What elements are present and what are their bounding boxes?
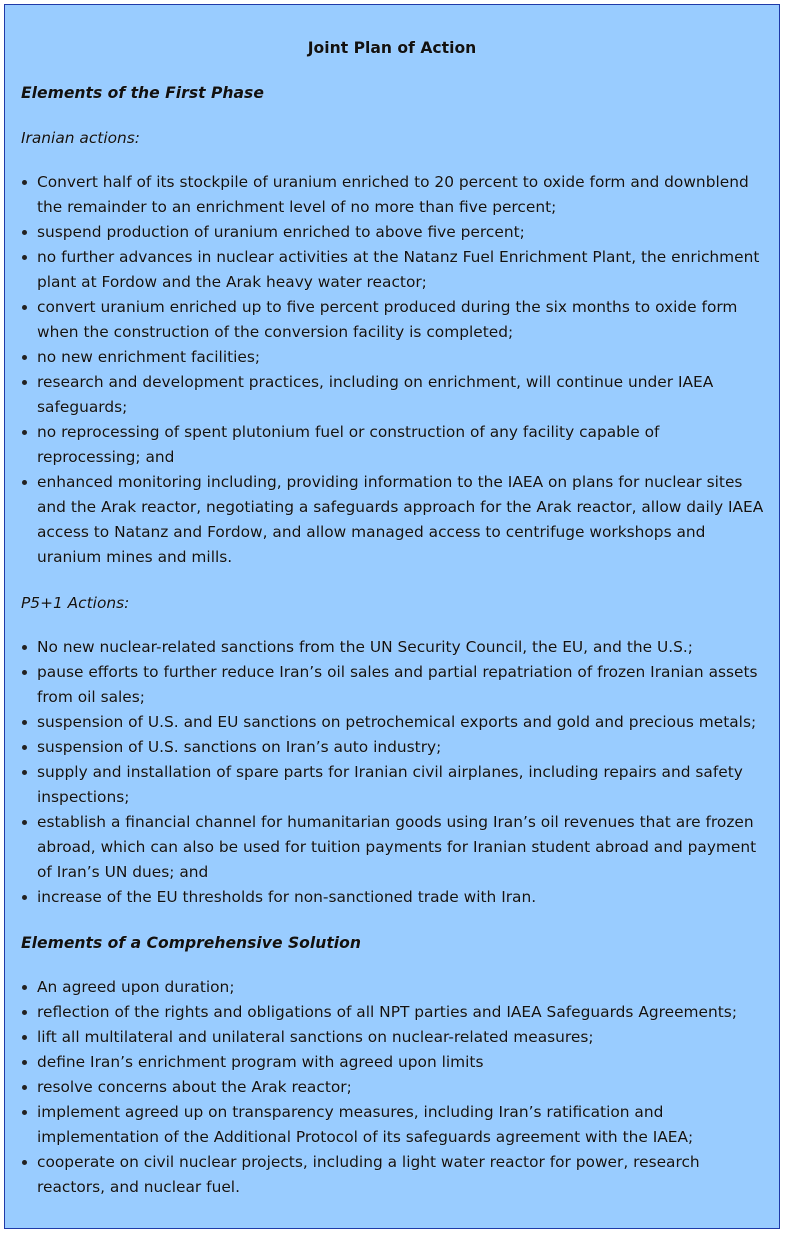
comprehensive-solution-heading: Elements of a Comprehensive Solution [21,934,361,952]
list-item: convert uranium enriched up to five percent produced during the six months to oxide form when the construction of the conversion facility is completed; [5,295,765,345]
first-phase-heading: Elements of the First Phase [21,84,264,102]
list-item: increase of the EU thresholds for non-sanctioned trade with Iran. [5,885,765,910]
list-item: establish a financial channel for humanitarian goods using Iran’s oil revenues that are frozen abroad, which can also be used for tuition payments for Iranian student abroad and payment of Iran’s UN dues; and [5,810,765,885]
list-item: suspension of U.S. and EU sanctions on petrochemical exports and gold and precious metals; [5,710,765,735]
list-item: Convert half of its stockpile of uranium enriched to 20 percent to oxide form and downblend the remainder to an enrichment level of no more than five percent; [5,170,765,220]
list-item: define Iran’s enrichment program with agreed upon limits [5,1050,765,1075]
list-item: enhanced monitoring including, providing information to the IAEA on plans for nuclear sites and the Arak reactor, negotiating a safeguards approach for the Arak reactor, allow daily IAEA access to Natanz and Fordow, and allow managed access to centrifuge workshops and uranium mines and mills. [5,470,765,570]
list-item: suspension of U.S. sanctions on Iran’s auto industry; [5,735,765,760]
p5-actions-list [5,635,765,910]
list-item: no further advances in nuclear activities at the Natanz Fuel Enrichment Plant, the enrichment plant at Fordow and the Arak heavy water reactor; [5,245,765,295]
list-item: pause efforts to further reduce Iran’s oil sales and partial repatriation of frozen Iranian assets from oil sales; [5,660,765,710]
list-item: resolve concerns about the Arak reactor; [5,1075,765,1100]
list-item: cooperate on civil nuclear projects, including a light water reactor for power, research reactors, and nuclear fuel. [5,1150,765,1200]
p5-actions-label: P5+1 Actions: [21,594,130,612]
list-item: no new enrichment facilities; [5,345,765,370]
joint-plan-box [4,4,780,1229]
list-item: No new nuclear-related sanctions from the UN Security Council, the EU, and the U.S.; [5,635,765,660]
comprehensive-solution-list [5,975,765,1200]
iranian-actions-label: Iranian actions: [21,129,140,147]
list-item: An agreed upon duration; [5,975,765,1000]
list-item: research and development practices, including on enrichment, will continue under IAEA safeguards; [5,370,765,420]
list-item: supply and installation of spare parts for Iranian civil airplanes, including repairs and safety inspections; [5,760,765,810]
list-item: suspend production of uranium enriched to above five percent; [5,220,765,245]
list-item: implement agreed up on transparency measures, including Iran’s ratification and implementation of the Additional Protocol of its safeguards agreement with the IAEA; [5,1100,765,1150]
iranian-actions-list [5,170,765,570]
list-item: reflection of the rights and obligations of all NPT parties and IAEA Safeguards Agreements; [5,1000,765,1025]
document-title: Joint Plan of Action [307,39,477,57]
list-item: no reprocessing of spent plutonium fuel or construction of any facility capable of reprocessing; and [5,420,765,470]
list-item: lift all multilateral and unilateral sanctions on nuclear-related measures; [5,1025,765,1050]
